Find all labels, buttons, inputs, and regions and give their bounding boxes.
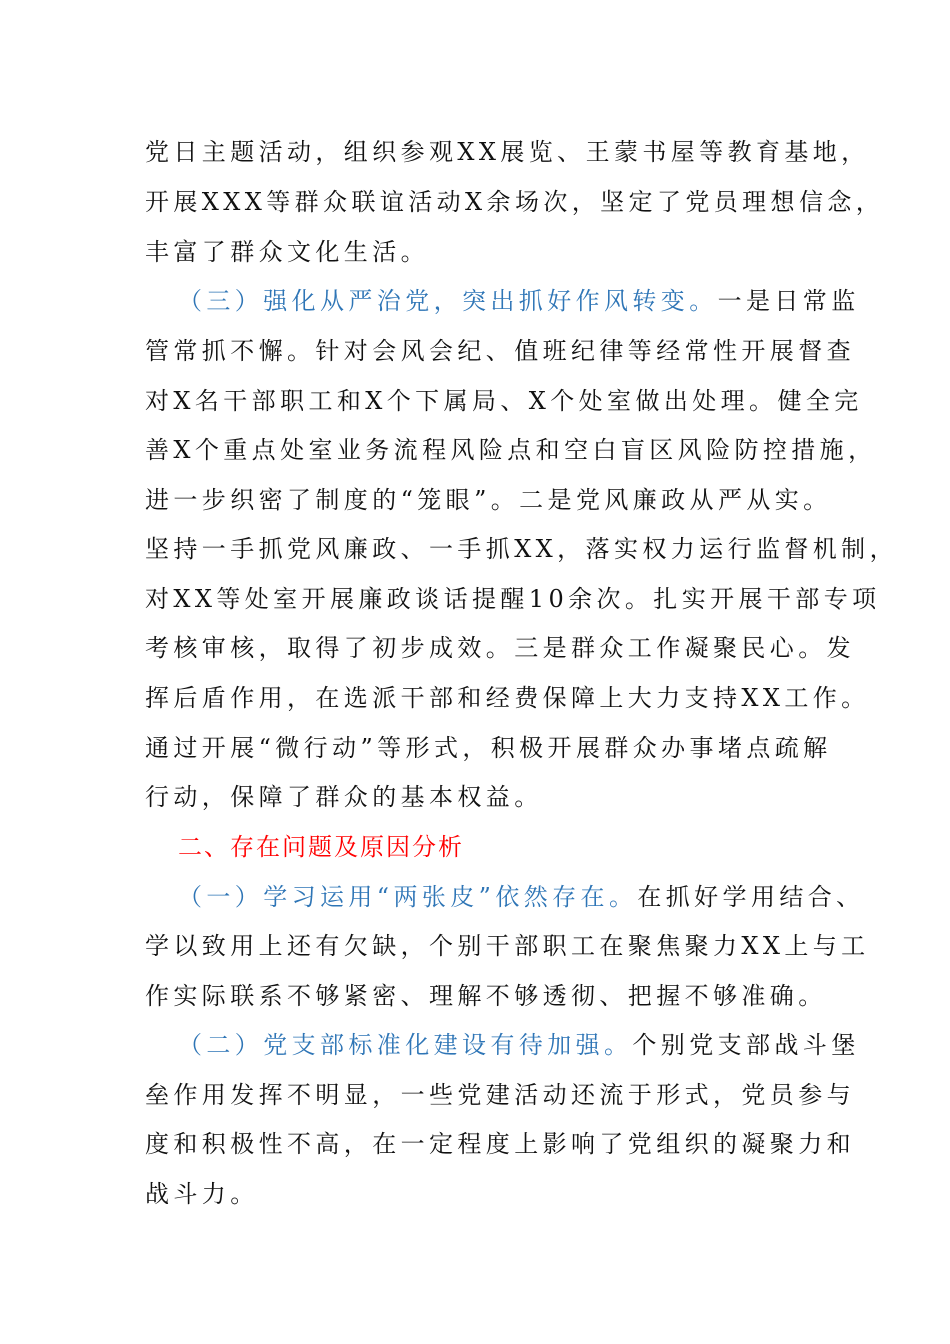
body-text-line: 作实际联系不够紧密、理解不够透彻、把握不够准确。 [145,982,827,1010]
body-text-line: 度和积极性不高，在一定程度上影响了党组织的凝聚力和 [145,1130,855,1158]
subheading-one: （一）学习运用“两张皮”依然存在。 [178,883,638,911]
paragraph-first-line [178,1029,860,1061]
subheading-three: （三）强化从严治党，突出抓好作风转变。 [178,287,718,315]
body-text-line: 通过开展“微行动”等形式，积极开展群众办事堵点疏解 [145,734,832,762]
body-text-line: 行动，保障了群众的基本权益。 [145,783,543,811]
body-text-line: 学以致用上还有欠缺，个别干部职工在聚焦聚力XX上与工 [145,932,870,960]
body-text-line: 开展XXX等群众联谊活动X余场次，坚定了党员理想信念， [145,188,885,216]
body-text-line: 战斗力。 [145,1180,259,1208]
paragraph-first-line [178,285,860,317]
body-text-line: 对X名干部职工和X个下属局、X个处室做出处理。健全完 [145,387,863,415]
body-text-line: 考核审核，取得了初步成效。三是群众工作凝聚民心。发 [145,634,855,662]
body-text-line: 对XX等处室开展廉政谈话提醒10余次。扎实开展干部专项 [145,585,881,613]
body-text-line: 坚持一手抓党风廉政、一手抓XX，落实权力运行监督机制， [145,535,898,563]
body-text-line: 垒作用发挥不明显，一些党建活动还流于形式，党员参与 [145,1081,855,1109]
subheading-two: （二）党支部标准化建设有待加强。 [178,1031,633,1059]
section-heading: 二、存在问题及原因分析 [178,833,464,861]
body-text-run: 个别党支部战斗堡 [632,1031,860,1059]
body-text-line: 管常抓不懈。针对会风会纪、值班纪律等经常性开展督查 [145,337,855,365]
body-text-line: 丰富了群众文化生活。 [145,238,429,266]
body-text-line: 进一步织密了制度的“笼眼”。二是党风廉政从严从实。 [145,486,832,514]
body-text-run: 在抓好学用结合、 [637,883,865,911]
paragraph-first-line [178,881,865,913]
body-text-line: 挥后盾作用，在选派干部和经费保障上大力支持XX工作。 [145,684,870,712]
body-text-line: 党日主题活动，组织参观XX展览、王蒙书屋等教育基地， [145,138,870,166]
body-text-run: 一是日常监 [717,287,860,315]
body-text-line: 善X个重点处室业务流程风险点和空白盲区风险防控措施， [145,436,877,464]
